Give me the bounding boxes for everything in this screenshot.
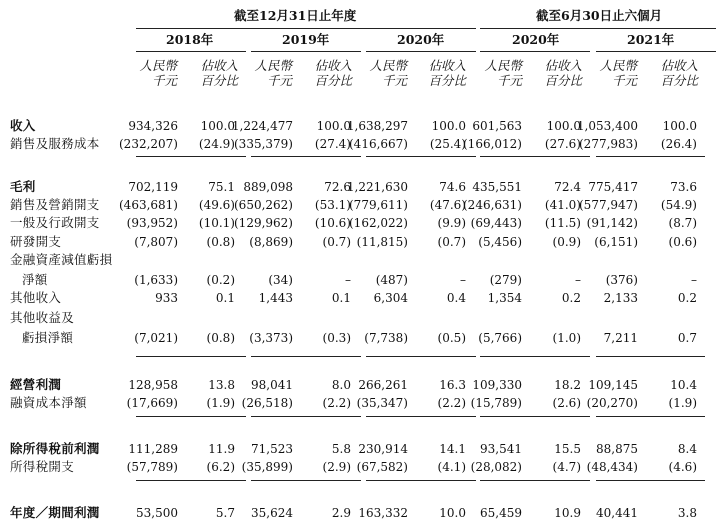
- subtotal-rule: [366, 356, 476, 357]
- cell-percent: –: [575, 273, 581, 287]
- year-header-2018: 2018年: [166, 32, 214, 47]
- subheader-line: 人民幣: [254, 58, 292, 73]
- cell-percent: 5.7: [215, 506, 235, 520]
- cell-percent: 10.4: [670, 378, 697, 392]
- subheader-rmb-thousand: [347, 58, 407, 88]
- cell-amount: (57,789): [126, 460, 178, 474]
- cell-percent: 2.9: [331, 506, 351, 520]
- cell-amount: 7,211: [603, 331, 638, 345]
- cell-percent: –: [345, 273, 351, 287]
- cell-amount: (7,807): [134, 235, 178, 249]
- cell-amount: 1,443: [258, 291, 293, 305]
- cell-percent: (0.6): [668, 235, 697, 249]
- year-header-2021-h1: 2021年: [627, 32, 675, 47]
- cell-percent: 16.3: [439, 378, 466, 392]
- subtotal-rule: [596, 416, 705, 417]
- year-rule-5: [596, 51, 716, 52]
- year-rule-1: [136, 51, 246, 52]
- row-label: 除所得稅前利潤: [10, 441, 100, 456]
- cell-percent: (27.6): [544, 137, 581, 151]
- cell-percent: (25.4): [429, 137, 466, 151]
- cell-percent: 0.1: [215, 291, 235, 305]
- cell-amount: (48,434): [586, 460, 638, 474]
- cell-amount: (67,582): [356, 460, 408, 474]
- cell-percent: 100.0: [316, 119, 351, 133]
- cell-percent: 5.8: [331, 442, 351, 456]
- cell-amount: 88,875: [596, 442, 638, 456]
- cell-percent: 3.8: [677, 506, 697, 520]
- cell-amount: 6,304: [373, 291, 408, 305]
- cell-percent: (4.6): [668, 460, 697, 474]
- row-label: 年度／期間利潤: [10, 505, 100, 520]
- subheader-rmb-thousand: [462, 58, 522, 88]
- cell-amount: (129,962): [234, 216, 293, 230]
- cell-amount: (28,082): [470, 460, 522, 474]
- cell-amount: (26,518): [241, 396, 293, 410]
- subtotal-rule: [480, 416, 590, 417]
- cell-percent: 0.7: [677, 331, 697, 345]
- cell-percent: 100.0: [200, 119, 235, 133]
- cell-amount: 702,119: [128, 180, 178, 194]
- cell-percent: 0.4: [446, 291, 466, 305]
- subtotal-rule: [366, 156, 476, 157]
- cell-amount: (246,631): [463, 198, 522, 212]
- cell-amount: (577,947): [579, 198, 638, 212]
- year-rule-3: [366, 51, 476, 52]
- cell-percent: (0.7): [437, 235, 466, 249]
- subtotal-rule: [366, 480, 476, 481]
- subtotal-rule: [480, 156, 590, 157]
- cell-percent: (0.9): [552, 235, 581, 249]
- cell-amount: 98,041: [251, 378, 293, 392]
- cell-amount: 40,441: [596, 506, 638, 520]
- subtotal-rule: [596, 480, 705, 481]
- subtotal-rule: [366, 416, 476, 417]
- cell-percent: –: [460, 273, 466, 287]
- subheader-line: 百分比: [314, 73, 352, 88]
- subtotal-rule: [136, 416, 246, 417]
- row-label: 其他收入: [10, 290, 62, 305]
- group-title-six-months: 截至6月30日止六個月: [536, 8, 663, 23]
- subheader-line: 人民幣: [599, 58, 637, 73]
- cell-amount: 435,551: [472, 180, 522, 194]
- subtotal-rule: [251, 156, 361, 157]
- cell-amount: 128,958: [128, 378, 178, 392]
- cell-percent: (2.6): [552, 396, 581, 410]
- cell-amount: 109,145: [588, 378, 638, 392]
- row-label: 虧損淨額: [22, 330, 74, 345]
- cell-amount: (279): [489, 273, 522, 287]
- subtotal-rule: [251, 356, 361, 357]
- row-label: 經營利潤: [10, 377, 62, 392]
- cell-amount: 35,624: [251, 506, 293, 520]
- cell-percent: (4.7): [552, 460, 581, 474]
- subheader-percent-of-revenue: [178, 58, 238, 88]
- subheader-rmb-thousand: [232, 58, 292, 88]
- cell-amount: (15,789): [470, 396, 522, 410]
- cell-percent: (1.9): [206, 396, 235, 410]
- cell-percent: 11.9: [208, 442, 235, 456]
- cell-amount: (7,738): [364, 331, 408, 345]
- subtotal-rule: [136, 356, 246, 357]
- cell-amount: 109,330: [472, 378, 522, 392]
- row-label: 毛利: [10, 179, 36, 194]
- cell-amount: (5,766): [478, 331, 522, 345]
- cell-percent: (53.1): [314, 198, 351, 212]
- cell-percent: 18.2: [554, 378, 581, 392]
- cell-amount: (69,443): [470, 216, 522, 230]
- cell-percent: 0.2: [677, 291, 697, 305]
- cell-amount: (376): [605, 273, 638, 287]
- cell-percent: 0.2: [561, 291, 581, 305]
- cell-amount: 266,261: [358, 378, 408, 392]
- cell-percent: 15.5: [554, 442, 581, 456]
- subheader-line: 百分比: [428, 73, 466, 88]
- cell-amount: 1,053,400: [576, 119, 638, 133]
- year-rule-2: [251, 51, 361, 52]
- subheader-line: 人民幣: [484, 58, 522, 73]
- cell-percent: (0.8): [206, 235, 235, 249]
- row-label: 淨額: [22, 272, 48, 287]
- cell-amount: (91,142): [586, 216, 638, 230]
- row-label: 所得稅開支: [10, 459, 75, 474]
- cell-percent: (9.9): [437, 216, 466, 230]
- cell-amount: 71,523: [251, 442, 293, 456]
- subheader-line: 千元: [496, 73, 522, 88]
- subheader-line: 佔收入: [660, 58, 698, 73]
- cell-percent: (26.4): [660, 137, 697, 151]
- subheader-percent-of-revenue: [638, 58, 698, 88]
- row-label: 銷售及服務成本: [10, 136, 100, 151]
- cell-amount: 934,326: [128, 119, 178, 133]
- cell-percent: (41.0): [544, 198, 581, 212]
- cell-amount: 933: [155, 291, 178, 305]
- subtotal-rule: [480, 356, 590, 357]
- subheader-line: 百分比: [660, 73, 698, 88]
- cell-percent: (11.5): [544, 216, 581, 230]
- subheader-line: 佔收入: [200, 58, 238, 73]
- group-rule-2: [480, 28, 716, 29]
- subheader-line: 千元: [266, 73, 292, 88]
- cell-amount: (5,456): [478, 235, 522, 249]
- cell-percent: 74.6: [439, 180, 466, 194]
- row-label: 研發開支: [10, 234, 62, 249]
- cell-percent: (1.0): [552, 331, 581, 345]
- cell-percent: (2.9): [322, 460, 351, 474]
- cell-amount: 1,221,630: [346, 180, 408, 194]
- cell-percent: (0.3): [322, 331, 351, 345]
- subtotal-rule: [136, 156, 246, 157]
- row-label: 融資成本淨額: [10, 395, 87, 410]
- cell-percent: (0.5): [437, 331, 466, 345]
- subheader-line: 佔收入: [314, 58, 352, 73]
- cell-percent: 0.1: [331, 291, 351, 305]
- cell-amount: (335,379): [234, 137, 293, 151]
- group-title-year-ended: 截至12月31日止年度: [234, 8, 357, 23]
- cell-amount: 889,098: [243, 180, 293, 194]
- subheader-rmb-thousand: [117, 58, 177, 88]
- cell-percent: (1.9): [668, 396, 697, 410]
- cell-percent: (0.2): [206, 273, 235, 287]
- subheader-line: 千元: [151, 73, 177, 88]
- cell-amount: (166,012): [463, 137, 522, 151]
- cell-amount: (277,983): [579, 137, 638, 151]
- row-label: 銷售及營銷開支: [10, 197, 100, 212]
- row-label: 一般及行政開支: [10, 215, 100, 230]
- subtotal-rule: [596, 356, 705, 357]
- cell-amount: (6,151): [594, 235, 638, 249]
- cell-percent: 72.4: [554, 180, 581, 194]
- subheader-percent-of-revenue: [522, 58, 582, 88]
- cell-amount: 1,354: [487, 291, 522, 305]
- cell-amount: (3,373): [249, 331, 293, 345]
- cell-amount: (8,869): [249, 235, 293, 249]
- cell-amount: 163,332: [358, 506, 408, 520]
- subtotal-rule: [251, 416, 361, 417]
- subheader-line: 人民幣: [369, 58, 407, 73]
- cell-percent: 73.6: [670, 180, 697, 194]
- cell-percent: (49.6): [198, 198, 235, 212]
- cell-amount: (20,270): [586, 396, 638, 410]
- cell-amount: (93,952): [126, 216, 178, 230]
- subheader-line: 佔收入: [428, 58, 466, 73]
- cell-percent: 72.6: [324, 180, 351, 194]
- cell-amount: 1,638,297: [346, 119, 408, 133]
- cell-amount: 53,500: [136, 506, 178, 520]
- cell-percent: (2.2): [437, 396, 466, 410]
- cell-amount: (779,611): [349, 198, 408, 212]
- subtotal-rule: [596, 156, 705, 157]
- cell-amount: (650,262): [234, 198, 293, 212]
- cell-amount: 601,563: [472, 119, 522, 133]
- cell-percent: 8.4: [677, 442, 697, 456]
- year-header-2020: 2020年: [397, 32, 445, 47]
- cell-percent: 100.0: [431, 119, 466, 133]
- cell-percent: 8.0: [331, 378, 351, 392]
- cell-amount: (35,899): [241, 460, 293, 474]
- subheader-rmb-thousand: [577, 58, 637, 88]
- cell-percent: –: [691, 273, 697, 287]
- cell-amount: (463,681): [119, 198, 178, 212]
- cell-amount: 93,541: [480, 442, 522, 456]
- subheader-line: 千元: [381, 73, 407, 88]
- subheader-line: 人民幣: [139, 58, 177, 73]
- year-rule-4: [480, 51, 590, 52]
- group-rule-1: [136, 28, 476, 29]
- cell-percent: (10.1): [198, 216, 235, 230]
- cell-percent: (0.7): [322, 235, 351, 249]
- cell-amount: 111,289: [128, 442, 178, 456]
- cell-percent: (8.7): [668, 216, 697, 230]
- cell-percent: 13.8: [208, 378, 235, 392]
- subheader-percent-of-revenue: [292, 58, 352, 88]
- cell-amount: 775,417: [588, 180, 638, 194]
- cell-percent: (47.6): [429, 198, 466, 212]
- subtotal-rule: [251, 480, 361, 481]
- cell-amount: (7,021): [134, 331, 178, 345]
- cell-percent: (0.8): [206, 331, 235, 345]
- cell-percent: 10.0: [439, 506, 466, 520]
- row-label: 其他收益及: [10, 310, 75, 325]
- cell-percent: (4.1): [437, 460, 466, 474]
- cell-percent: (24.9): [198, 137, 235, 151]
- cell-percent: (6.2): [206, 460, 235, 474]
- cell-amount: (35,347): [356, 396, 408, 410]
- subheader-percent-of-revenue: [406, 58, 466, 88]
- cell-amount: (487): [375, 273, 408, 287]
- year-header-2020-h1: 2020年: [512, 32, 560, 47]
- subheader-line: 佔收入: [544, 58, 582, 73]
- subheader-line: 百分比: [544, 73, 582, 88]
- cell-amount: (11,815): [356, 235, 408, 249]
- subtotal-rule: [480, 480, 590, 481]
- year-header-2019: 2019年: [282, 32, 330, 47]
- cell-percent: 75.1: [208, 180, 235, 194]
- cell-amount: (1,633): [134, 273, 178, 287]
- cell-percent: 14.1: [439, 442, 466, 456]
- cell-amount: 2,133: [603, 291, 638, 305]
- cell-amount: 65,459: [480, 506, 522, 520]
- cell-amount: (232,207): [119, 137, 178, 151]
- subtotal-rule: [136, 480, 246, 481]
- cell-amount: (162,022): [349, 216, 408, 230]
- cell-percent: 10.9: [554, 506, 581, 520]
- cell-amount: (17,669): [126, 396, 178, 410]
- cell-percent: (10.6): [314, 216, 351, 230]
- cell-amount: 230,914: [358, 442, 408, 456]
- cell-amount: (416,667): [349, 137, 408, 151]
- cell-percent: 100.0: [546, 119, 581, 133]
- cell-percent: (2.2): [322, 396, 351, 410]
- cell-percent: 100.0: [662, 119, 697, 133]
- subheader-line: 百分比: [200, 73, 238, 88]
- row-label: 金融資產減值虧損: [10, 252, 113, 267]
- row-label: 收入: [10, 118, 36, 133]
- cell-amount: 1,224,477: [231, 119, 293, 133]
- cell-amount: (34): [268, 273, 293, 287]
- cell-percent: (54.9): [660, 198, 697, 212]
- cell-percent: (27.4): [314, 137, 351, 151]
- subheader-line: 千元: [611, 73, 637, 88]
